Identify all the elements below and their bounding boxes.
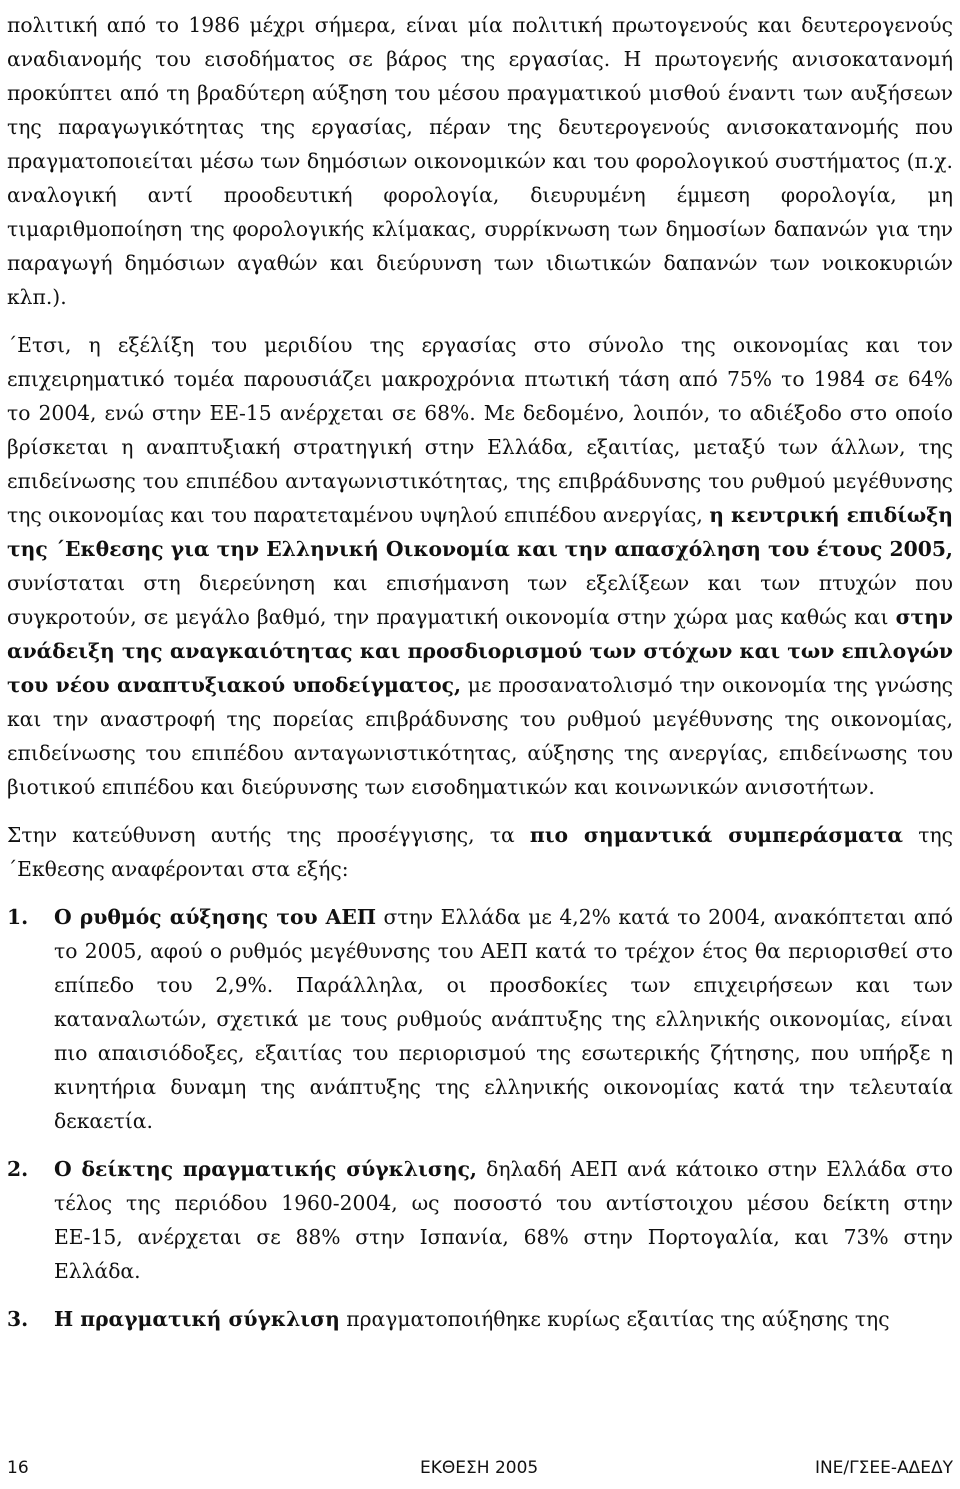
paragraph-3 xyxy=(7,818,953,886)
paragraph-2 xyxy=(7,328,953,804)
page-footer xyxy=(7,1458,953,1482)
list-item xyxy=(7,900,953,1138)
list-item-number: 1. xyxy=(7,905,29,929)
paragraph-3-text-b: της ΄Εκθεσης αναφέρονται στα εξής: xyxy=(7,823,954,881)
list-item-body: πραγματοποιήθηκε κυρίως εξαιτίας της αύξησης της xyxy=(346,1307,890,1331)
list-item xyxy=(7,1302,953,1336)
paragraph-2-emphasis-a: η κεντρική επιδίωξη της ΄Εκθεσης για την Ελληνική Οικονομία και την απασχόληση του έτους 2005, xyxy=(7,503,953,561)
list-item-text xyxy=(54,1152,953,1288)
list-item-heading: Ο ρυθμός αύξησης του ΑΕΠ xyxy=(54,905,377,929)
footer-organization: ΙΝΕ/ΓΣΕΕ-ΑΔΕΔΥ xyxy=(814,1458,953,1478)
list-item-text xyxy=(54,1302,953,1336)
list-item-heading: Η πραγματική σύγκλιση xyxy=(54,1307,340,1331)
paragraph-3-text-a: Στην κατεύθυνση αυτής της προσέγγισης, τα xyxy=(7,823,515,847)
list-item-text xyxy=(54,900,953,1138)
list-item-body: δηλαδή ΑΕΠ ανά κάτοικο στην Ελλάδα στο τέλος της περιόδου 1960-2004, ως ποσοστό του αντίστοιχου μέσου δείκτη στην ΕΕ-15, ανέρχεται σε 88% στην Ισπανία, 68% στην Πορτογαλία, και 73% στην Ελλάδα. xyxy=(54,1157,953,1283)
page-number: 16 xyxy=(7,1458,29,1478)
paragraph-2-text-b: συνίσταται στη διερεύνηση και επισήμανση των εξελίξεων και των πτυχών που συγκροτούν, σε μεγάλο βαθμό, την πραγματική οικονομία στην χώρα μας καθώς και xyxy=(7,571,953,629)
list-item xyxy=(7,1152,953,1288)
footer-title: ΕΚΘΕΣΗ 2005 xyxy=(420,1458,539,1478)
paragraph-2-text-a: ΄Ετσι, η εξέλίξη του μεριδίου της εργασίας στο σύνολο της οικονομίας και τον επιχειρηματικό τομέα παρουσιάζει μακροχρόνια πτωτική τάση από 75% το 1984 σε 64% το 2004, ενώ στην ΕΕ-15 ανέρχεται σε 68%. Με δεδομένο, λοιπόν, το αδιέξοδο στο οποίο βρίσκεται η αναπτυξιακή στρατηγική στην Ελλάδα, εξαιτίας, μεταξύ των άλλων, της επιδείνωσης του επιπέδου ανταγωνιστικότητας, της επιβράδυνσης του ρυθμού μεγέθυνσης της οικονομίας και του παρατεταμένου υψηλού επιπέδου ανεργίας, xyxy=(7,333,953,527)
paragraph-3-emphasis: πιο σημαντικά συμπεράσματα xyxy=(529,823,904,847)
list-item-heading: Ο δείκτης πραγματικής σύγκλισης, xyxy=(54,1157,477,1181)
document-page xyxy=(7,0,953,1336)
paragraph-2-emphasis-b: στην ανάδειξη της αναγκαιότητας και προσδιορισμού των στόχων και των επιλογών του νέου αναπτυξιακού υποδείγματος, xyxy=(7,605,953,697)
list-item-number: 2. xyxy=(7,1157,29,1181)
list-item-body: στην Ελλάδα με 4,2% κατά το 2004, ανακόπτεται από το 2005, αφού ο ρυθμός μεγέθυνσης του ΑΕΠ κατά το τρέχον έτος θα περιορισθεί στο επίπεδο του 2,9%. Παράλληλα, οι προσδοκίες των επιχειρήσεων και των καταναλωτών, σχετικά με τους ρυθμούς ανάπτυξης της ελληνικής οικονομίας, είναι πιο απαισιόδοξες, εξαιτίας του περιορισμού της εσωτερικής ζήτησης, που υπήρξε η κινητήρια δυναμη της ανάπτυξης της ελληνικής οικονομίας κατά την τελευταία δεκαετία. xyxy=(54,905,954,1133)
paragraph-2-text-c: με προσανατολισμό την οικονομία της γνώσης και την αναστροφή της πορείας επιβράδυνσης του ρυθμού μεγέθυνσης της οικονομίας, επιδείνωσης του επιπέδου ανταγωνιστικότητας, αύξησης της ανεργίας, επιδείνωσης του βιοτικού επιπέδου και διεύρυνσης των εισοδηματικών και κοινωνικών ανισοτήτων. xyxy=(7,673,953,799)
list-item-number: 3. xyxy=(7,1307,29,1331)
paragraph-1: πολιτική από το 1986 μέχρι σήμερα, είναι μία πολιτική πρωτογενούς και δευτερογενούς αναδιανομής του εισοδήματος σε βάρος της εργασίας. Η πρωτογενής ανισοκατανομή προκύπτει από τη βραδύτερη αύξηση του μέσου πραγματικού μισθού έναντι των αυξήσεων της παραγωγικότητας της εργασίας, πέραν της δευτερογενούς ανισοκατανομής που πραγματοποιείται μέσω των δημόσιων οικονομικών και του φορολογικού συστήματος (π.χ. αναλογική αντί προοδευτική φορολογία, διευρυμένη έμμεση φορολογία, μη τιμαριθμοποίηση της φορολογικής κλίμακας, συρρίκνωση των δημοσίων δαπανών για την παραγωγή δημόσιων αγαθών και διεύρυνση των ιδιωτικών δαπανών των νοικοκυριών κλπ.). xyxy=(7,13,953,309)
conclusions-list xyxy=(7,900,953,1336)
